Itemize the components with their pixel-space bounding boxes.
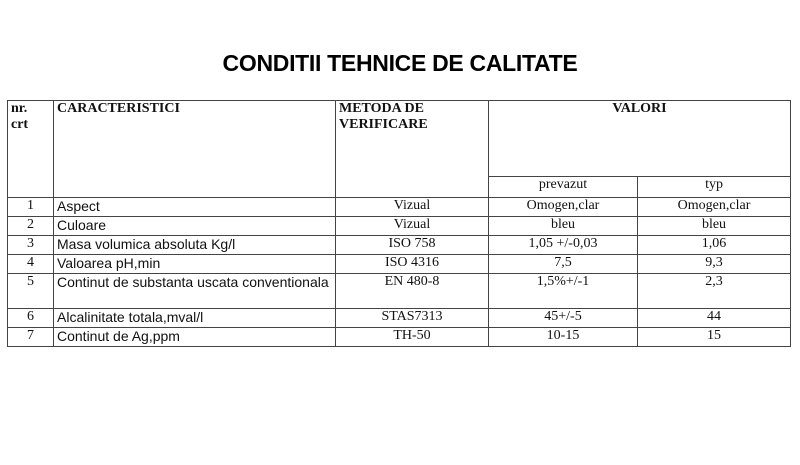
cell-nr: 6 [8, 309, 54, 328]
cell-nr: 5 [8, 274, 54, 309]
cell-nr: 1 [8, 198, 54, 217]
cell-method: Vizual [336, 198, 489, 217]
cell-nr: 7 [8, 328, 54, 347]
table-row [8, 198, 791, 217]
table-row [8, 274, 791, 309]
table-row [8, 217, 791, 236]
cell-prescribed: bleu [489, 217, 638, 236]
cell-typical: 9,3 [638, 255, 791, 274]
header-characteristics: CARACTERISTICI [54, 101, 336, 198]
header-values: VALORI [489, 101, 791, 177]
cell-typical: Omogen,clar [638, 198, 791, 217]
cell-characteristic: Culoare [54, 217, 336, 236]
cell-typical: 15 [638, 328, 791, 347]
cell-method: ISO 758 [336, 236, 489, 255]
table-row [8, 309, 791, 328]
table-row [8, 328, 791, 347]
table-row [8, 236, 791, 255]
cell-characteristic: Continut de Ag,ppm [54, 328, 336, 347]
cell-characteristic: Valoarea pH,min [54, 255, 336, 274]
cell-nr: 2 [8, 217, 54, 236]
cell-prescribed: 1,5%+/-1 [489, 274, 638, 309]
cell-method: EN 480-8 [336, 274, 489, 309]
header-row [8, 101, 791, 177]
cell-typical: 1,06 [638, 236, 791, 255]
cell-characteristic: Masa volumica absoluta Kg/l [54, 236, 336, 255]
header-typical: typ [638, 177, 791, 198]
cell-prescribed: 7,5 [489, 255, 638, 274]
cell-method: TH-50 [336, 328, 489, 347]
cell-typical: 44 [638, 309, 791, 328]
cell-characteristic: Alcalinitate totala,mval/l [54, 309, 336, 328]
cell-prescribed: 1,05 +/-0,03 [489, 236, 638, 255]
cell-typical: 2,3 [638, 274, 791, 309]
quality-spec-table [7, 100, 791, 347]
cell-typical: bleu [638, 217, 791, 236]
cell-characteristic: Continut de substanta uscata conventionala [54, 274, 336, 309]
cell-method: ISO 4316 [336, 255, 489, 274]
page-title: CONDITII TEHNICE DE CALITATE [222, 50, 578, 76]
cell-method: STAS7313 [336, 309, 489, 328]
cell-nr: 3 [8, 236, 54, 255]
cell-method: Vizual [336, 217, 489, 236]
header-prescribed: prevazut [489, 177, 638, 198]
cell-nr: 4 [8, 255, 54, 274]
cell-prescribed: Omogen,clar [489, 198, 638, 217]
cell-prescribed: 10-15 [489, 328, 638, 347]
table-row [8, 255, 791, 274]
cell-characteristic: Aspect [54, 198, 336, 217]
header-method: METODA DE VERIFICARE [336, 101, 489, 198]
cell-prescribed: 45+/-5 [489, 309, 638, 328]
header-nr-crt: nr. crt [8, 101, 54, 198]
